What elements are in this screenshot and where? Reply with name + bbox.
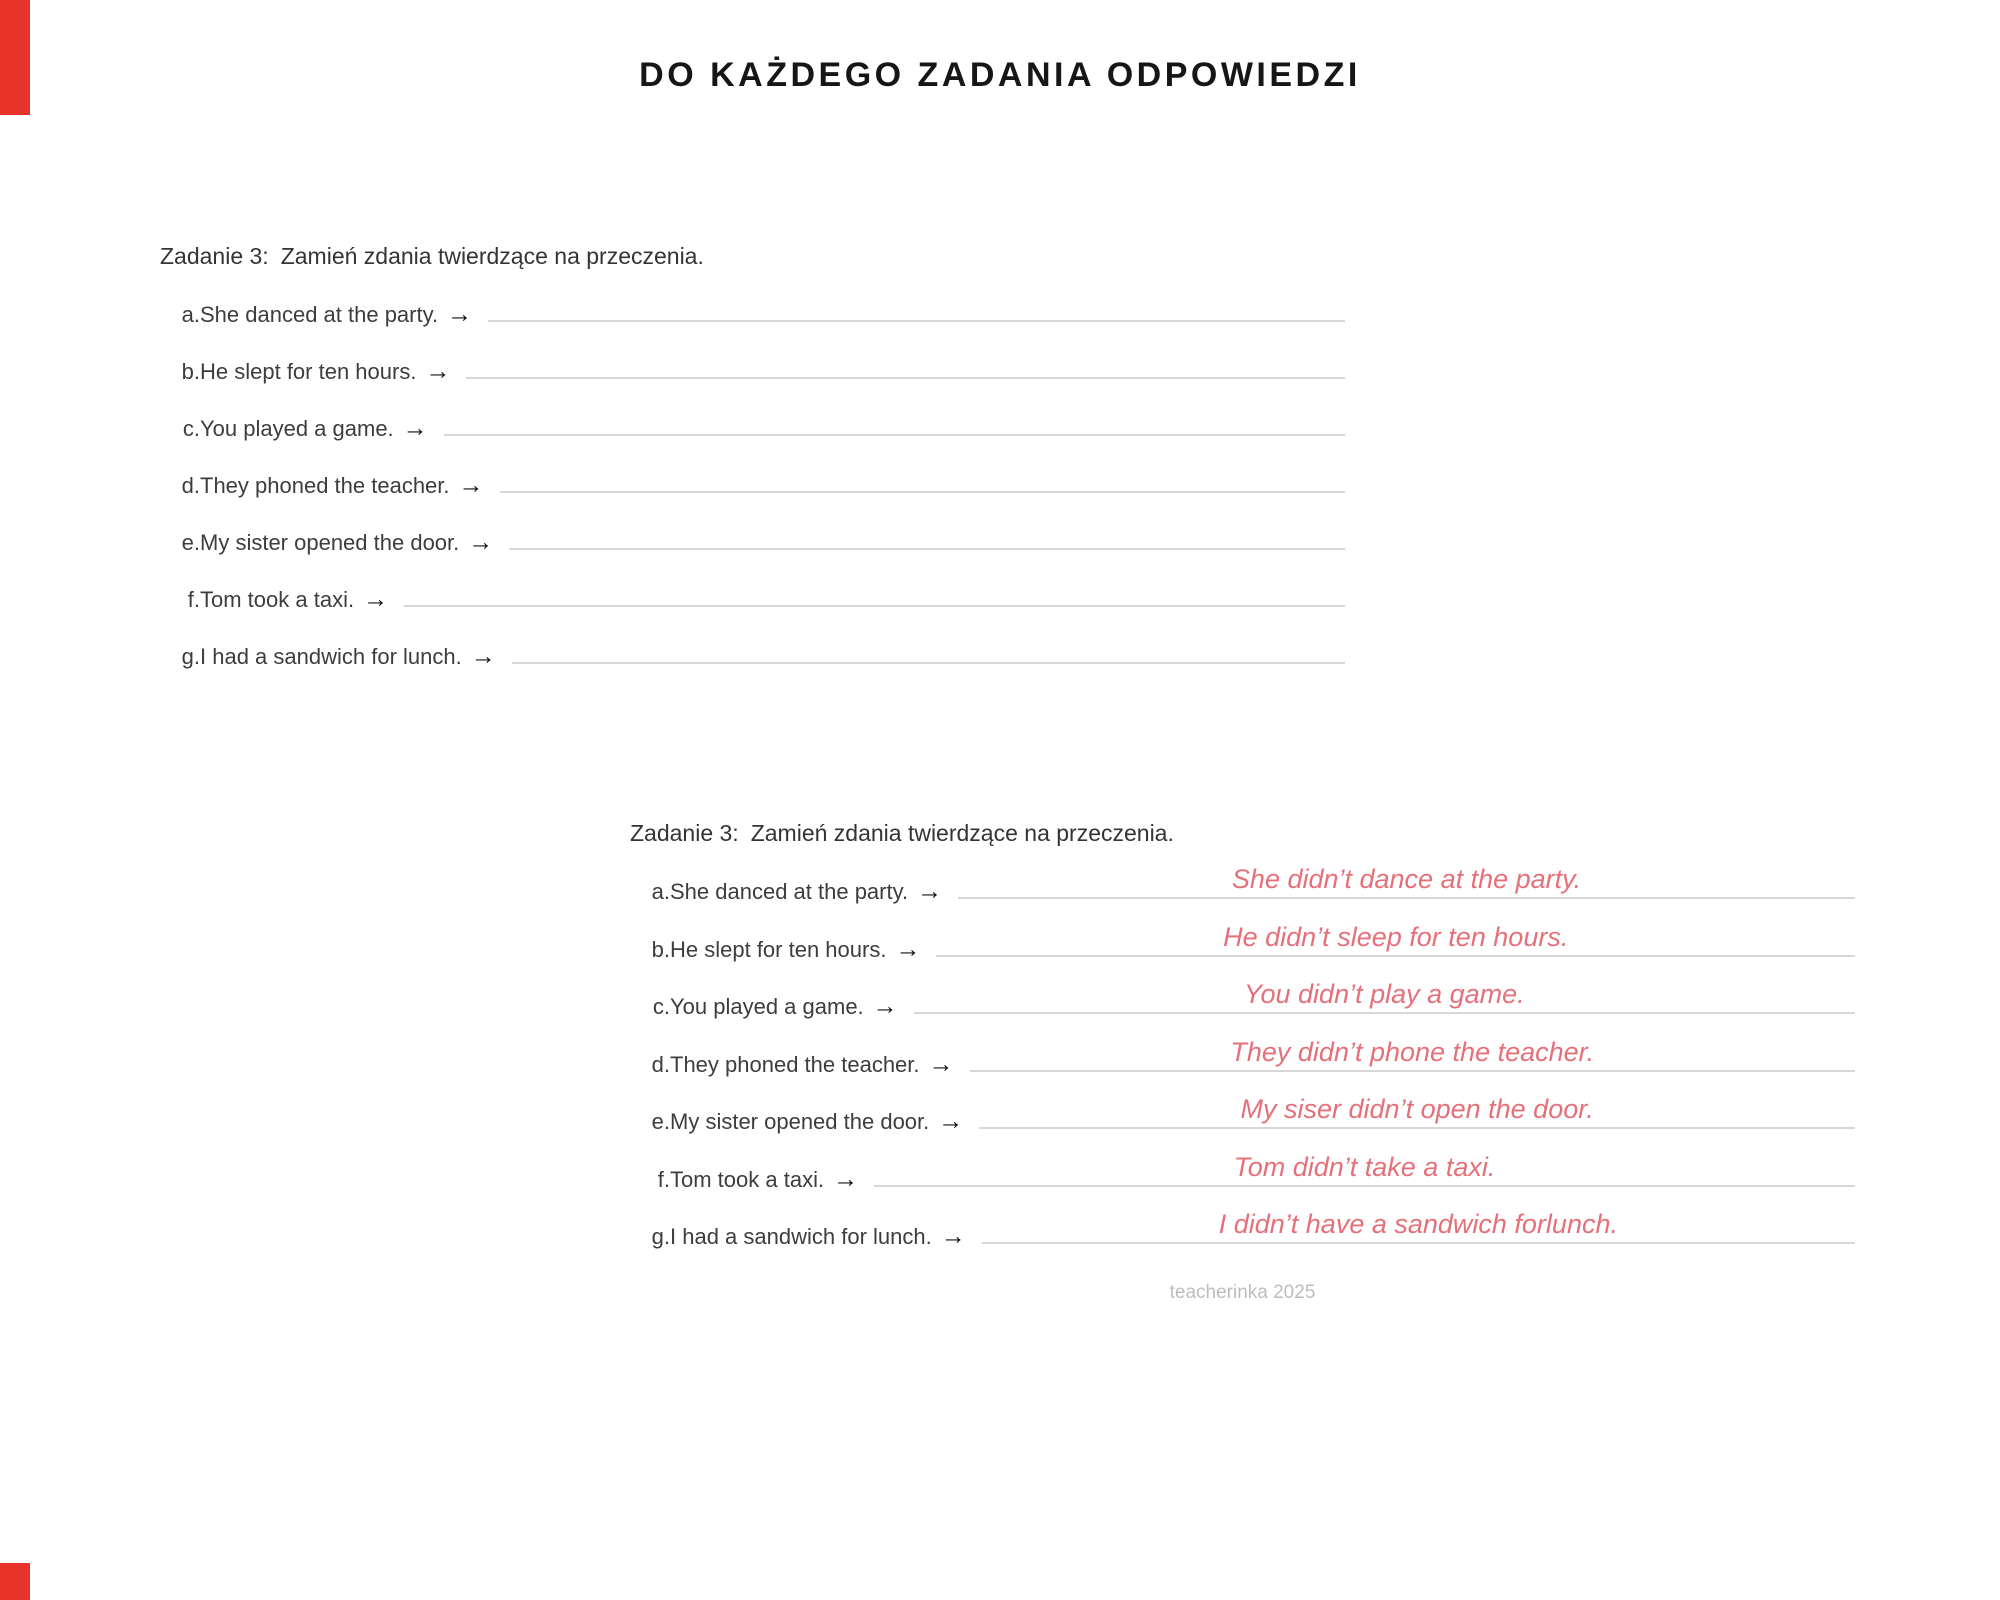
arrow-icon: → (872, 992, 898, 1020)
exercise-row (630, 863, 1855, 921)
exercise-answered-section (630, 820, 1855, 1266)
item-sentence: You played a game. (670, 994, 864, 1019)
exercise-row (160, 400, 1345, 457)
item-letter: d. (181, 473, 200, 498)
arrow-icon: → (470, 642, 496, 670)
exercise-row (630, 1093, 1855, 1151)
handwritten-answer: Tom didn’t take a taxi. (1233, 1151, 1496, 1182)
answer-blank[interactable] (404, 597, 1345, 607)
arrow-icon: → (895, 934, 921, 963)
task-instruction: Zamień zdania twierdzące na przeczenia. (280, 243, 704, 269)
arrow-icon: → (928, 1049, 954, 1078)
arrow-icon: → (468, 528, 494, 556)
exercise-row (630, 1208, 1855, 1266)
exercise-row (160, 343, 1345, 400)
arrow-icon: → (833, 1164, 859, 1193)
item-letter: e. (651, 1109, 670, 1134)
arrow-icon: → (363, 585, 389, 613)
arrow-icon: → (402, 414, 428, 442)
item-letter: c. (652, 994, 670, 1019)
task-number-label: Zadanie 3: (630, 820, 739, 846)
page-edge-marker-bottom (0, 1563, 30, 1600)
item-letter: b. (651, 936, 670, 962)
answer-blank[interactable] (444, 426, 1345, 436)
arrow-icon: → (425, 357, 451, 385)
item-sentence: My sister opened the door. (200, 530, 460, 555)
item-sentence: I had a sandwich for lunch. (200, 644, 462, 669)
handwritten-answer: You didn’t play a game. (1243, 979, 1525, 1009)
exercise-blank-section (160, 243, 1345, 685)
item-sentence: He slept for ten hours. (200, 359, 417, 384)
exercise-header (160, 243, 1345, 270)
handwritten-answer: He didn’t sleep for ten hours. (1223, 921, 1569, 952)
exercise-row (630, 921, 1855, 979)
exercise-header (630, 820, 1855, 847)
answer-blank[interactable] (488, 312, 1345, 322)
exercise-row (160, 457, 1345, 514)
exercise-row (630, 978, 1855, 1036)
exercise-row (630, 1036, 1855, 1094)
item-sentence: Tom took a taxi. (200, 587, 355, 612)
item-letter: e. (181, 530, 200, 555)
item-sentence: They phoned the teacher. (670, 1051, 920, 1077)
item-letter: g. (651, 1224, 670, 1249)
item-sentence: He slept for ten hours. (670, 936, 887, 962)
item-sentence: She danced at the party. (200, 302, 439, 327)
watermark: teacherinka 2025 (1169, 1282, 1316, 1303)
answer-blank[interactable] (936, 921, 1855, 957)
item-letter: f. (187, 587, 200, 612)
item-sentence: My sister opened the door. (670, 1109, 930, 1134)
item-sentence: They phoned the teacher. (200, 473, 450, 498)
handwritten-answer: My siser didn’t open the door. (1240, 1094, 1594, 1124)
answer-blank[interactable] (982, 1209, 1855, 1244)
item-letter: d. (651, 1051, 670, 1077)
item-letter: a. (181, 302, 200, 327)
item-sentence: Tom took a taxi. (670, 1166, 825, 1192)
answer-blank[interactable] (466, 369, 1345, 379)
arrow-icon: → (938, 1107, 964, 1135)
answer-blank[interactable] (512, 654, 1345, 664)
answer-blank[interactable] (509, 540, 1345, 550)
answer-blank[interactable] (874, 1151, 1855, 1187)
answer-blank[interactable] (970, 1036, 1855, 1072)
item-letter: c. (182, 416, 200, 441)
arrow-icon: → (917, 877, 943, 905)
exercise-row (630, 1151, 1855, 1209)
exercise-row (160, 514, 1345, 571)
answer-blank[interactable] (958, 864, 1855, 899)
page-title: DO KAŻDEGO ZADANIA ODPOWIEDZI (639, 56, 1361, 94)
item-letter: g. (181, 644, 200, 669)
exercise-row (160, 628, 1345, 685)
arrow-icon: → (447, 300, 473, 328)
task-number-label: Zadanie 3: (160, 243, 269, 269)
answer-blank[interactable] (979, 1094, 1855, 1129)
arrow-icon: → (940, 1222, 966, 1250)
handwritten-answer: I didn’t have a sandwich forlunch. (1218, 1209, 1618, 1239)
item-sentence: She danced at the party. (670, 879, 909, 904)
item-letter: f. (657, 1166, 670, 1192)
item-sentence: You played a game. (200, 416, 394, 441)
arrow-icon: → (458, 471, 484, 499)
exercise-row (160, 286, 1345, 343)
item-letter: a. (651, 879, 670, 904)
handwritten-answer: She didn’t dance at the party. (1231, 864, 1582, 894)
item-sentence: I had a sandwich for lunch. (670, 1224, 932, 1249)
answer-blank[interactable] (500, 483, 1345, 493)
exercise-row (160, 571, 1345, 628)
item-letter: b. (181, 359, 200, 384)
handwritten-answer: They didn’t phone the teacher. (1230, 1036, 1595, 1067)
task-instruction: Zamień zdania twierdzące na przeczenia. (750, 820, 1174, 846)
answer-blank[interactable] (914, 979, 1855, 1014)
